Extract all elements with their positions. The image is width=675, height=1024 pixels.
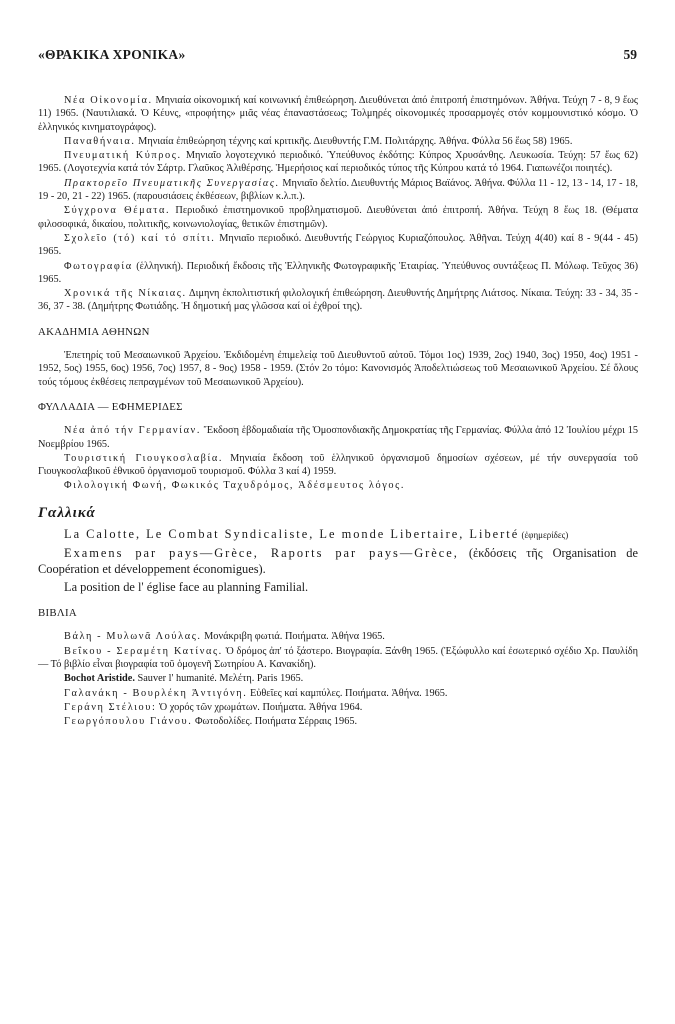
book-entry: Βεΐκου - Σεραμέτη Κατίνας. Ὁ δρόμος ἀπ' τό ξάστερο. Βιογραφία. Ξάνθη 1965. (Ἐξώφυλλο καί ἐσωτερικό σχέδιο Χρ. Παυλίδη — Τό βιβλίο εἶναι βιογραφία τοῦ ὁμογενῆ Σωτηρίου Α. Κανακίδη).	[38, 645, 638, 670]
page-body	[38, 94, 638, 729]
section-heading-french: Γαλλικά	[38, 504, 96, 521]
section-heading-papers: ΦΥΛΛΑΔΙΑ — ΕΦΗΜΕΡΙΔΕΣ	[38, 400, 183, 413]
running-header	[38, 47, 637, 67]
journal-title: «ΘΡΑΚΙΚΑ ΧΡΟΝΙΚΑ»	[38, 47, 186, 62]
book-entry: Γεράνη Στέλιου: Ὁ χορός τῶν χρωμάτων. Ποιήματα. Ἀθήνα 1964.	[64, 701, 363, 713]
section-heading-books: ΒΙΒΛΙΑ	[38, 607, 78, 620]
paper-entry: Νέα ἀπό τήν Γερμανίαν. Ἔκδοση ἑβδομαδιαία τῆς Ὁμοσπονδιακῆς Δημοκρατίας τῆς Γερμανίας. Φύλλα ἀπό 12 Ἰουλίου μέχρι 15 Νοεμβρίου 1965.	[38, 425, 638, 450]
section-heading-academy: ΑΚΑΔΗΜΙΑ ΑΘΗΝΩΝ	[38, 325, 150, 338]
periodical-entry: Πνευματική Κύπρος. Μηνιαῖο λογοτεχνικό περιοδικό. Ὑπεύθυνος ἐκδότης: Κύπρος Χρυσάνθης. Λευκωσία. Τεύχη: 57 ἕως 62) 1965. (Λογοτεχνία κατά τόν Σάρτρ. Γλαῦκος Ἀλιθέρσης. Ἡμερήσιος καί περιοδικός τύπος τῆς Κύπρου κατά τό 1964. Γιαπωνέζοι ποιητές).	[38, 150, 638, 175]
book-entry: Βάλη - Μυλωνᾶ Λούλας. Μονάκριβη φωτιά. Ποιήματα. Ἀθήνα 1965.	[64, 631, 385, 643]
french-entry: La position de l' église face au planning Familial.	[64, 580, 309, 595]
academy-entry: Ἐπετηρίς τοῦ Μεσαιωνικοῦ Ἀρχείου. Ἐκδιδομένη ἐπιμελείᾳ τοῦ Διευθυντοῦ αὐτοῦ. Τόμοι 1ος) 1939, 2ος) 1940, 3ος) 1950, 4ος) 1951 - 1952, 5ος) 1955, 6ος) 1956, 7ος) 1957, 8 - 9ος) 1958 - 1959. (Στόν 2ο τόμο: Κανονισμός Ἀποδελτιώσεως τοῦ Μεσαιωνικοῦ Ἀρχείου. Σέ ὅλους τούς τόμους ἐκθέσεις πεπραγμένων τοῦ Μεσαιωνικοῦ Ἀρχείου).	[38, 350, 638, 388]
book-entry: Γεωργόπουλου Γιάνου. Φωτοδολίδες. Ποιήματα Σέρραις 1965.	[64, 716, 358, 728]
paper-entry: Τουριστική Γιουγκοσλαβία. Μηνιαία ἔκδοση τοῦ ἑλληνικοῦ ὀργανισμοῦ δημοσίων σχέσεων, μέ τήν συνεργασία τοῦ Γιουγκοσλαβικοῦ ἐθνικοῦ ὀργανισμοῦ τουρισμοῦ. Φύλλα 3 καί 4) 1959.	[38, 452, 639, 478]
periodical-entry: Σχολεῖο (τό) καί τό σπίτι. Μηνιαῖο περιοδικό. Διευθυντής Γεώργιος Κυριαζόπουλος. Ἀθῆναι. Τεύχη 4(40) καί 8 - 9(44 - 45) 1965.	[38, 232, 638, 258]
book-entry: Bochot Aristide. Sauver l' humanité. Μελέτη. Paris 1965.	[64, 673, 304, 685]
periodical-entry: Σύγχρονα Θέματα. Περιοδικό ἐπιστημονικοῦ προβληματισμοῦ. Διευθύνεται ἀπό ἐπιτροπή. Ἀθήνα. Τεύχη 8 ἕως 18. (Θέματα φιλοσοφικά, δικαίου, πολιτικῆς, κοινωνιολογίας, θετικῶν ἐπιστημῶν).	[38, 205, 639, 230]
page-number: 59	[623, 47, 637, 62]
french-entry: Examens par pays—Grèce, Raports par pays—Grèce, (ἐκδόσεις τῆς Organisation de Coopération et développement économigues).	[38, 546, 639, 577]
paper-entry-list: Φιλολογική Φωνή, Φωκικός Ταχυδρόμος, Ἀδέσμευτος λόγος.	[64, 480, 405, 492]
periodical-entry: Νέα Οἰκονομία. Μηνιαία οἰκονομική καί κοινωνική ἐπιθεώρηση. Διευθύνεται ἀπό ἐπιτροπή ἐπιστημόνων. Ἀθήνα. Τεύχη 7 - 8, 9 ἕως 11) 1965. (Ναυτιλιακά. Ὁ Κέυνς, «προφήτης» μιᾶς νέας ἐπαναστάσεως; Τολμηρές οἰκονομικές προσαρμογές στόν κομμουνιστικό κόσμο. Ὁ ἑλληνικός κινηματογράφος).	[38, 95, 638, 133]
periodical-entry: Χρονικά τῆς Νίκαιας. Διμηνη ἐκπολιτιστική φιλολογική ἐπιθεώρηση. Διευθυντής Δημήτρης Λιάτσος. Νίκαια. Τεύχη: 33 - 34, 35 - 36, 37 - 38. (Δημήτρης Φωτιάδης. Ἡ δημοτική μας γλῶσσα καί οἱ ἐχθροί της).	[38, 288, 638, 313]
periodical-entry: Πρακτορεῖο Πνευματικῆς Συνεργασίας. Μηνιαῖο δελτίο. Διευθυντής Μάριος Βαϊάνος. Ἀθήνα. Φύλλα 11 - 12, 13 - 14, 17 - 18, 19 - 20, 21 - 22) 1965. (παρουσιάσεις ἐκθέσεων, βιβλίων κ.λ.π.).	[38, 177, 638, 203]
periodical-entry: Φωτογραφία (ἑλληνική). Περιοδική ἔκδοσις τῆς Ἑλληνικῆς Φωτογραφικῆς Ἑταιρίας. Ὑπεύθυνος συντάξεως Π. Μόλωφ. Τεῦχος 36) 1965.	[38, 260, 638, 285]
french-entry: La Calotte, Le Combat Syndicaliste, Le monde Libertaire, Liberté (ἐφημερίδες)	[64, 527, 569, 542]
periodical-entry: Παναθήναια. Μηνιαία ἐπιθεώρηση τέχνης καί κριτικῆς. Διευθυντής Γ.Μ. Πολιτάρχης. Ἀθήνα. Φύλλα 56 ἕως 58) 1965.	[64, 135, 573, 147]
book-entry: Γαλανάκη - Βουρλέκη Ἀντιγόνη. Εὐθεῖες καί καμπύλες. Ποιήματα. Ἀθήνα. 1965.	[64, 687, 448, 699]
